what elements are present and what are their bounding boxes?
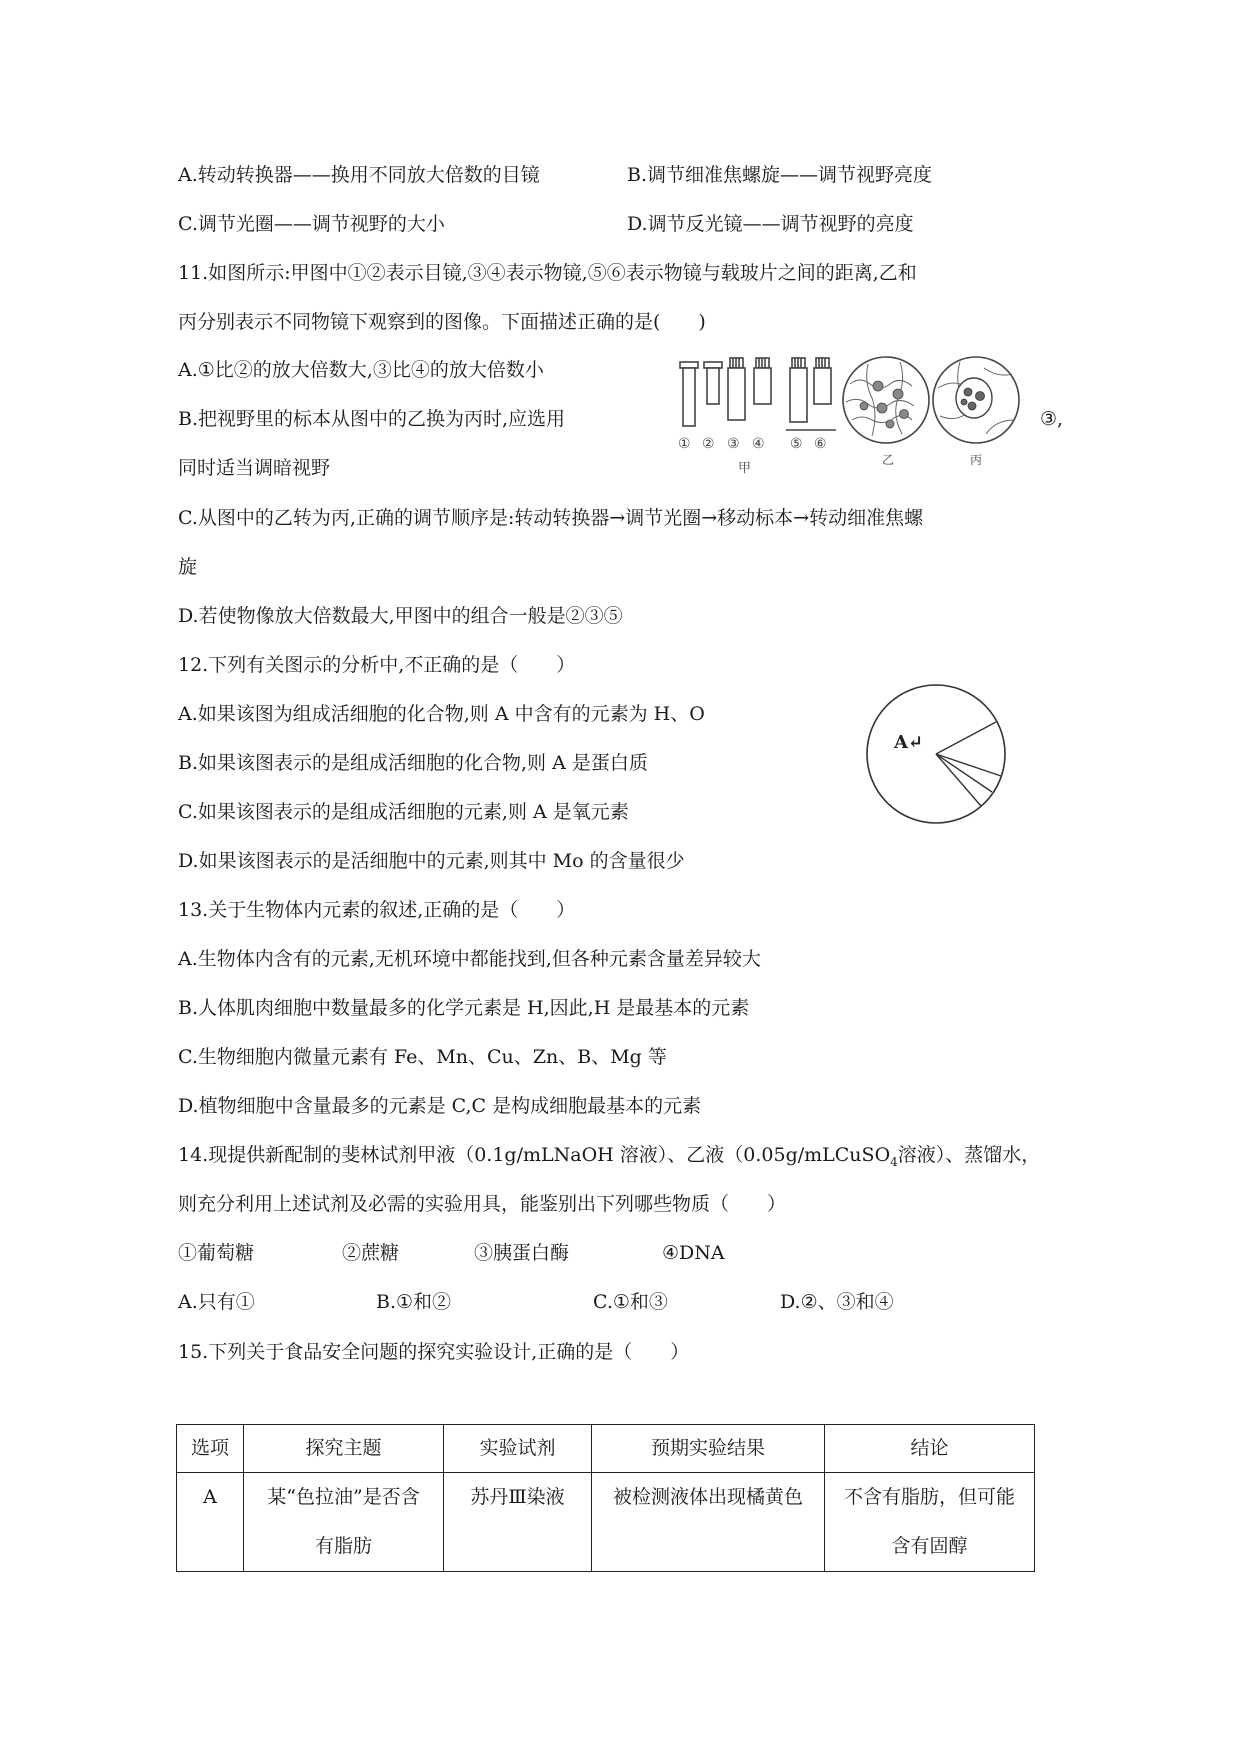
q14-stem	[178, 1142, 1040, 1175]
q13-stem: 13.关于生物体内元素的叙述,正确的是（ ）	[178, 899, 576, 921]
table-row	[177, 1473, 1035, 1572]
q14-stem-post: 溶液）、蒸馏水，	[897, 1144, 1041, 1166]
q11-option-c: C.从图中的乙转为丙,正确的调节顺序是:转动转换器→调节光圈→移动标本→转动细准焦螺	[178, 507, 924, 529]
q10-option-d: D.调节反光镜——调节视野的亮度	[627, 213, 914, 235]
table-header-topic: 探究主题	[244, 1425, 444, 1473]
q11-option-b: B.把视野里的标本从图中的乙换为丙时,应选用	[178, 408, 566, 430]
q14-option-c: C.①和③	[593, 1291, 668, 1313]
lens-label-4: ④	[752, 436, 765, 452]
q11-stem-cont: 丙分别表示不同物镜下观察到的图像。下面描述正确的是( )	[178, 311, 706, 333]
eyepiece-1-icon	[680, 362, 698, 426]
q14-item-1: ①葡萄糖	[178, 1242, 255, 1264]
q11-figure	[668, 348, 1038, 480]
q11-stem: 11.如图所示:甲图中①②表示目镜,③④表示物镜,⑤⑥表示物镜与载玻片之间的距离,乙和	[178, 262, 917, 284]
cell-reagent: 苏丹Ⅲ染液	[444, 1473, 592, 1572]
lens-label-2: ②	[702, 436, 715, 452]
q14-option-a: A.只有①	[178, 1291, 255, 1313]
eyepiece-2-icon	[704, 362, 722, 404]
lens-label-3: ③	[727, 436, 740, 452]
q10-option-a: A.转动转换器——换用不同放大倍数的目镜	[178, 164, 540, 186]
q10-option-c: C.调节光圈——调节视野的大小	[178, 213, 445, 235]
q11-option-d: D.若使物像放大倍数最大,甲图中的组合一般是②③⑤	[178, 605, 623, 627]
q12-option-b: B.如果该图表示的是组成活细胞的化合物,则 A 是蛋白质	[178, 752, 648, 774]
q15-table	[176, 1424, 1035, 1572]
q12-option-c: C.如果该图表示的是组成活细胞的元素,则 A 是氧元素	[178, 801, 629, 823]
cell-conclusion	[825, 1473, 1035, 1572]
objective-4-icon	[754, 358, 771, 404]
q13-option-d: D.植物细胞中含量最多的元素是 C,C 是构成细胞最基本的元素	[178, 1095, 702, 1117]
table-header-result: 预期实验结果	[592, 1425, 825, 1473]
cell-topic-line1: 某“色拉油”是否含	[267, 1486, 420, 1508]
lens-label-5: ⑤	[790, 436, 803, 452]
q14-item-2: ②蔗糖	[342, 1242, 400, 1264]
figure-label-yi: 乙	[882, 453, 895, 467]
cell-result: 被检测液体出现橘黄色	[592, 1473, 825, 1572]
field-of-view-yi	[843, 357, 929, 443]
figure-label-jia: 甲	[738, 461, 752, 476]
cell-topic-line2: 有脂肪	[314, 1535, 372, 1557]
q12-option-a: A.如果该图为组成活细胞的化合物,则 A 中含有的元素为 H、O	[178, 703, 705, 725]
q13-option-c: C.生物细胞内微量元素有 Fe、Mn、Cu、Zn、B、Mg 等	[178, 1046, 667, 1068]
q14-subscript: 4	[890, 1154, 898, 1169]
objective-distance-5-icon	[790, 358, 807, 422]
pie-label-a: A↵	[894, 732, 924, 753]
q12-stem: 12.下列有关图示的分析中,不正确的是（ ）	[178, 654, 576, 676]
table-header-row	[177, 1425, 1035, 1473]
q15-stem: 15.下列关于食品安全问题的探究实验设计,正确的是（ ）	[178, 1341, 690, 1363]
lens-label-1: ①	[678, 436, 691, 452]
q12-option-d: D.如果该图表示的是活细胞中的元素,则其中 Mo 的含量很少	[178, 850, 685, 872]
table-header-conclusion: 结论	[825, 1425, 1035, 1473]
objective-3-icon	[728, 358, 745, 420]
cell-topic	[244, 1473, 444, 1572]
cell-conclusion-line1: 不含有脂肪，但可能	[843, 1486, 1015, 1508]
q13-option-b: B.人体肌肉细胞中数量最多的化学元素是 H,因此,H 是最基本的元素	[178, 997, 750, 1019]
objective-distance-6-icon	[814, 358, 831, 404]
q11-option-c-cont: 旋	[178, 556, 198, 578]
cell-option: A	[177, 1473, 244, 1572]
q11-option-b-cont: 同时适当调暗视野	[178, 457, 331, 479]
q14-stem-cont: 则充分利用上述试剂及必需的实验用具，能鉴别出下列哪些物质（ ）	[178, 1193, 787, 1215]
table-header-option: 选项	[177, 1425, 244, 1473]
q10-option-b: B.调节细准焦螺旋——调节视野亮度	[627, 164, 933, 186]
q14-option-b: B.①和②	[376, 1291, 452, 1313]
q11-option-b-end: ③,	[1040, 408, 1064, 430]
q14-item-4: ④DNA	[662, 1242, 725, 1264]
lens-label-6: ⑥	[814, 436, 827, 452]
q14-option-d: D.②、③和④	[780, 1291, 894, 1313]
q12-pie-figure	[864, 682, 1008, 826]
field-of-view-bing	[933, 357, 1019, 443]
cell-conclusion-line2: 含有固醇	[891, 1535, 968, 1557]
table-header-reagent: 实验试剂	[444, 1425, 592, 1473]
q13-option-a: A.生物体内含有的元素,无机环境中都能找到,但各种元素含量差异较大	[178, 948, 761, 970]
q14-item-3: ③胰蛋白酶	[474, 1242, 570, 1264]
q14-stem-pre: 14.现提供新配制的斐林试剂甲液（0.1g/mLNaOH 溶液）、乙液（0.05g/mLCuSO	[178, 1144, 891, 1166]
figure-label-bing: 丙	[970, 453, 983, 467]
q11-option-a: A.①比②的放大倍数大,③比④的放大倍数小	[178, 359, 544, 381]
